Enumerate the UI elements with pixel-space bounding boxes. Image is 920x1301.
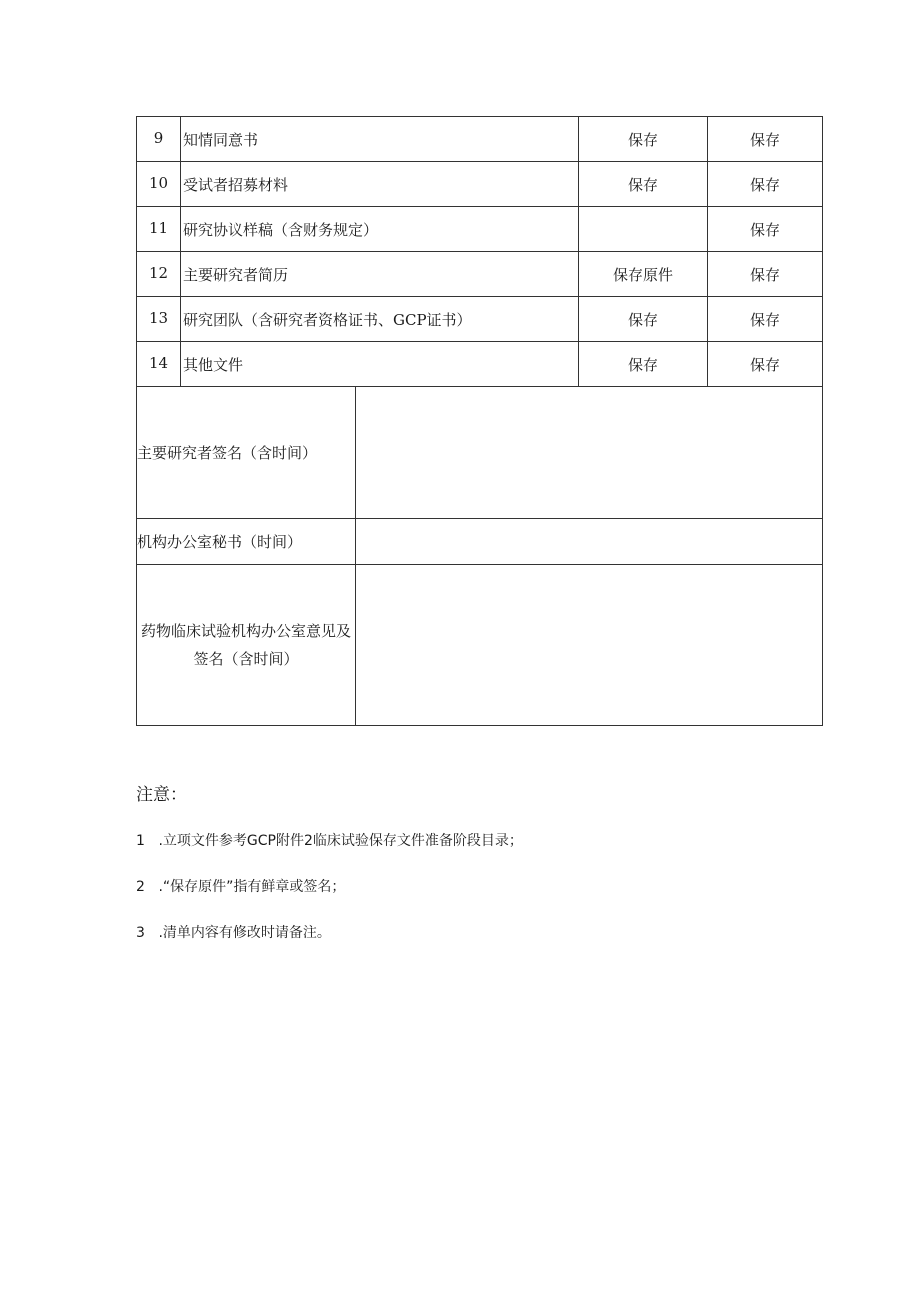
document-name: 研究团队（含研究者资格证书、GCP证书） — [181, 297, 579, 342]
row-number: 9 — [137, 117, 181, 162]
row-number: 10 — [137, 162, 181, 207]
office-opinion-label — [137, 565, 356, 726]
table-row — [137, 162, 823, 207]
table-row — [137, 342, 823, 387]
note-text: .清单内容有修改时请备注。 — [158, 925, 331, 941]
note-item — [136, 922, 836, 944]
table-row — [137, 207, 823, 252]
table-row — [137, 252, 823, 297]
status-cell: 保存 — [579, 117, 708, 162]
status-cell: 保存 — [579, 342, 708, 387]
note-item — [136, 830, 836, 852]
status-cell: 保存原件 — [579, 252, 708, 297]
note-text: .立项文件参考GCP附件2临床试验保存文件准备阶段目录； — [158, 833, 523, 849]
secretary-signature-label: 机构办公室秘书（时间） — [137, 519, 356, 565]
notes-section — [136, 782, 836, 968]
signature-row-office — [137, 565, 823, 726]
status-cell — [579, 207, 708, 252]
status-cell: 保存 — [708, 117, 823, 162]
note-item — [136, 876, 836, 898]
office-opinion-label-line1: 药物临床试验机构办公室意见及 — [140, 622, 351, 640]
notes-title: 注意： — [136, 785, 187, 805]
document-name: 其他文件 — [181, 342, 579, 387]
status-cell: 保存 — [708, 297, 823, 342]
document-name: 研究协议样稿（含财务规定） — [181, 207, 579, 252]
row-number: 11 — [137, 207, 181, 252]
note-number: 2 — [136, 879, 145, 895]
status-cell: 保存 — [579, 297, 708, 342]
status-cell: 保存 — [708, 342, 823, 387]
signature-row-pi — [137, 387, 823, 519]
pi-signature-field[interactable] — [356, 387, 823, 519]
secretary-signature-field[interactable] — [356, 519, 823, 565]
office-opinion-label-line2: 签名（含时间） — [193, 650, 299, 668]
note-number: 3 — [136, 925, 145, 941]
document-name: 受试者招募材料 — [181, 162, 579, 207]
status-cell: 保存 — [708, 162, 823, 207]
status-cell: 保存 — [708, 207, 823, 252]
table-row — [137, 117, 823, 162]
row-number: 12 — [137, 252, 181, 297]
status-cell: 保存 — [579, 162, 708, 207]
row-number: 13 — [137, 297, 181, 342]
note-text: .“保存原件”指有鲜章或签名； — [158, 879, 346, 895]
document-checklist-table — [136, 116, 823, 726]
status-cell: 保存 — [708, 252, 823, 297]
office-opinion-field[interactable] — [356, 565, 823, 726]
signature-row-secretary — [137, 519, 823, 565]
table-row — [137, 297, 823, 342]
row-number: 14 — [137, 342, 181, 387]
pi-signature-label: 主要研究者签名（含时间） — [137, 387, 356, 519]
note-number: 1 — [136, 833, 145, 849]
document-name: 主要研究者简历 — [181, 252, 579, 297]
document-name: 知情同意书 — [181, 117, 579, 162]
